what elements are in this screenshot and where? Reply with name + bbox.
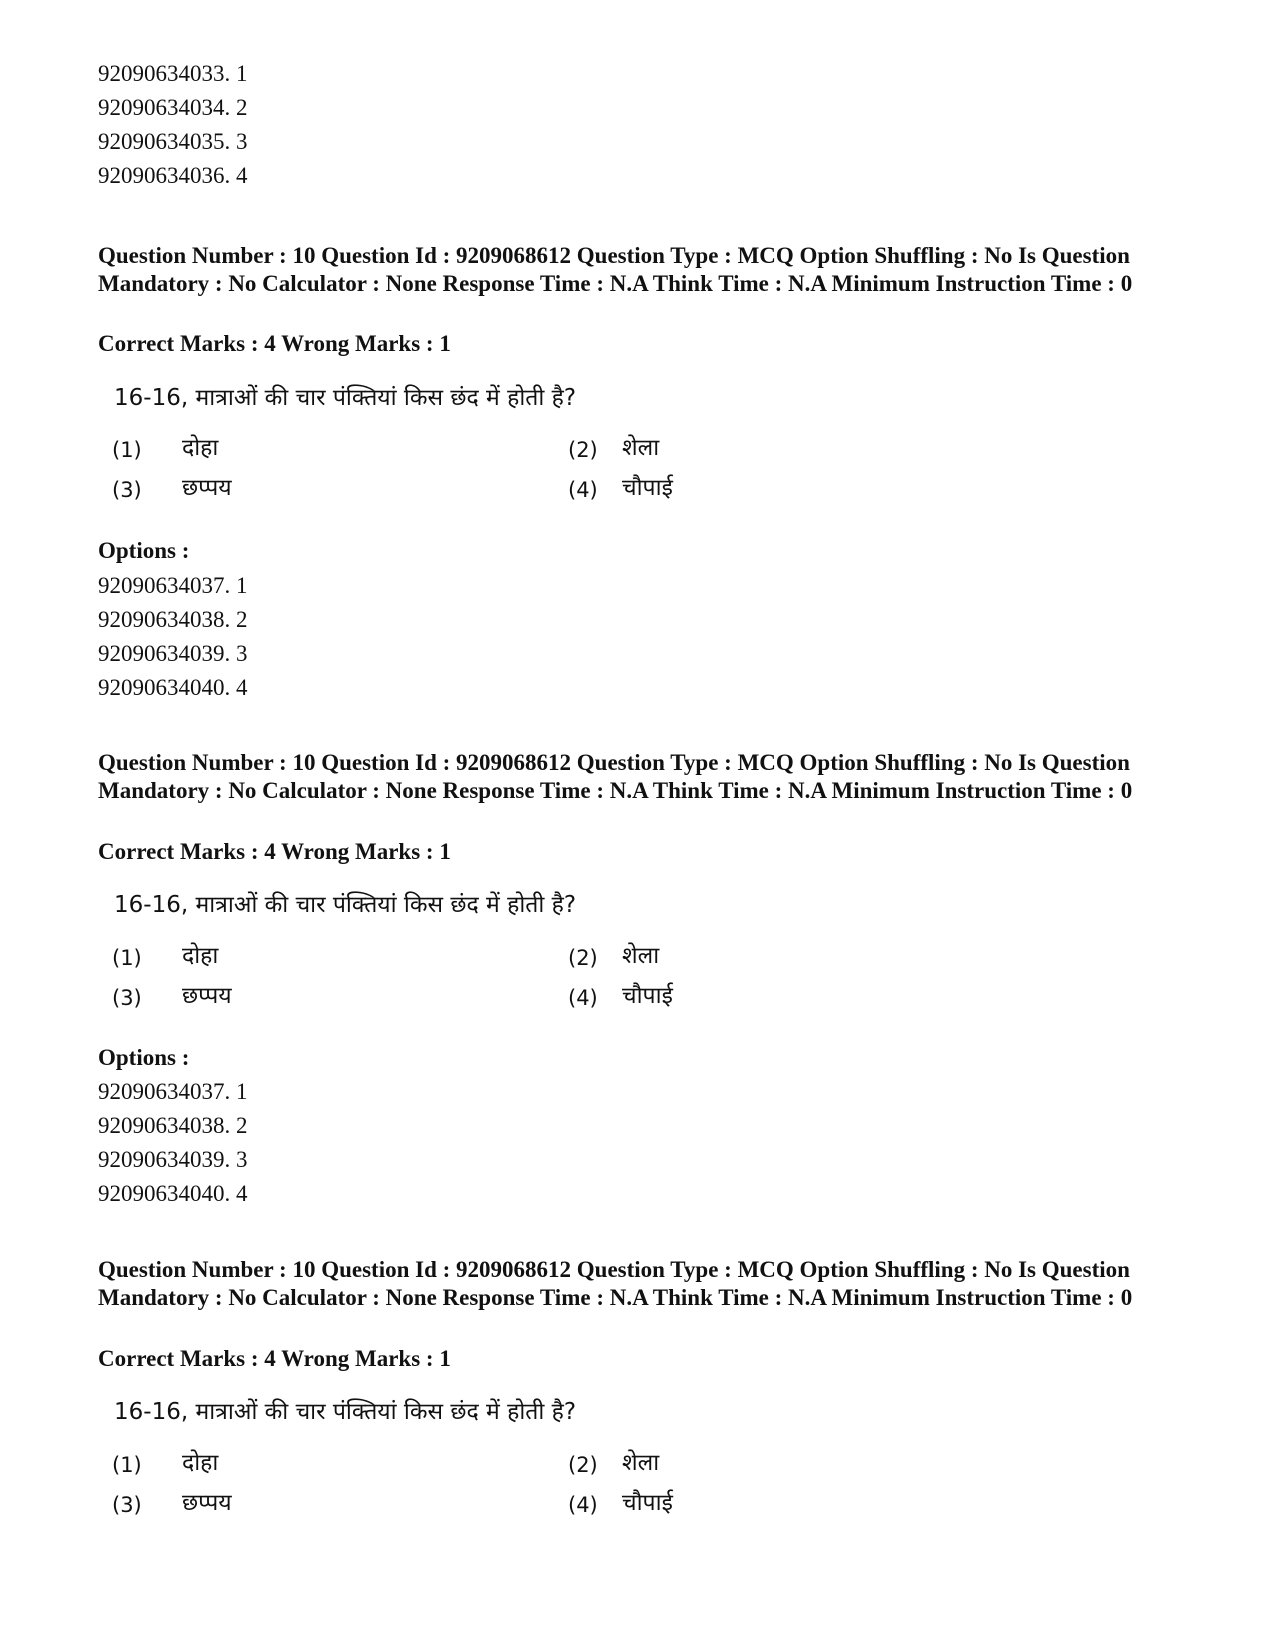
option-line: 92090634037. 1 [98, 573, 248, 598]
question-meta: Question Number : 10 Question Id : 9209068612 Question Type : MCQ Option Shuffling : No Is Question Mandatory : No Calculator : None Response Time : N.A Think Time : N.A Minimum Instruction Time : 0 [98, 750, 1133, 803]
option-line: 92090634036. 4 [98, 163, 248, 188]
question-meta: Question Number : 10 Question Id : 9209068612 Question Type : MCQ Option Shuffling : No Is Question Mandatory : No Calculator : None Response Time : N.A Think Time : N.A Minimum Instruction Time : 0 [98, 243, 1133, 296]
option-line: 92090634037. 1 [98, 1079, 248, 1104]
choice-text: दोहा [182, 435, 219, 461]
option-line: 92090634039. 3 [98, 1147, 248, 1172]
question-text: 16-16, मात्राओं की चार पंक्तियां किस छंद में होती है? [114, 1399, 577, 1425]
option-line: 92090634035. 3 [98, 129, 248, 154]
choice-number: (3) [112, 986, 142, 1010]
question-meta: Question Number : 10 Question Id : 9209068612 Question Type : MCQ Option Shuffling : No Is Question Mandatory : No Calculator : None Response Time : N.A Think Time : N.A Minimum Instruction Time : 0 [98, 1257, 1133, 1310]
choice-text: शेला [622, 435, 660, 461]
marks-line: Correct Marks : 4 Wrong Marks : 1 [98, 331, 451, 356]
option-line: 92090634039. 3 [98, 641, 248, 666]
choice-text: चौपाई [622, 475, 673, 501]
choice-text: छप्पय [182, 475, 232, 501]
option-line: 92090634038. 2 [98, 607, 248, 632]
option-line: 92090634040. 4 [98, 1181, 248, 1206]
choice-number: (2) [568, 1453, 598, 1477]
marks-line: Correct Marks : 4 Wrong Marks : 1 [98, 839, 451, 864]
choice-number: (1) [112, 1453, 142, 1477]
option-line: 92090634038. 2 [98, 1113, 248, 1138]
choice-number: (4) [568, 478, 598, 502]
question-text: 16-16, मात्राओं की चार पंक्तियां किस छंद में होती है? [114, 892, 577, 918]
option-line: 92090634034. 2 [98, 95, 248, 120]
choice-number: (3) [112, 1493, 142, 1517]
choice-text: शेला [622, 1450, 660, 1476]
choice-text: दोहा [182, 943, 219, 969]
choice-text: दोहा [182, 1450, 219, 1476]
option-line: 92090634040. 4 [98, 675, 248, 700]
choice-text: शेला [622, 943, 660, 969]
choice-number: (2) [568, 438, 598, 462]
choice-number: (3) [112, 478, 142, 502]
choice-number: (1) [112, 946, 142, 970]
options-label: Options : [98, 1045, 190, 1070]
choice-text: छप्पय [182, 1490, 232, 1516]
options-label: Options : [98, 538, 190, 563]
choice-number: (4) [568, 986, 598, 1010]
choice-text: चौपाई [622, 1490, 673, 1516]
choice-number: (2) [568, 946, 598, 970]
choice-text: छप्पय [182, 983, 232, 1009]
marks-line: Correct Marks : 4 Wrong Marks : 1 [98, 1346, 451, 1371]
choice-text: चौपाई [622, 983, 673, 1009]
option-line: 92090634033. 1 [98, 61, 248, 86]
choice-number: (1) [112, 438, 142, 462]
question-text: 16-16, मात्राओं की चार पंक्तियां किस छंद में होती है? [114, 385, 577, 411]
choice-number: (4) [568, 1493, 598, 1517]
